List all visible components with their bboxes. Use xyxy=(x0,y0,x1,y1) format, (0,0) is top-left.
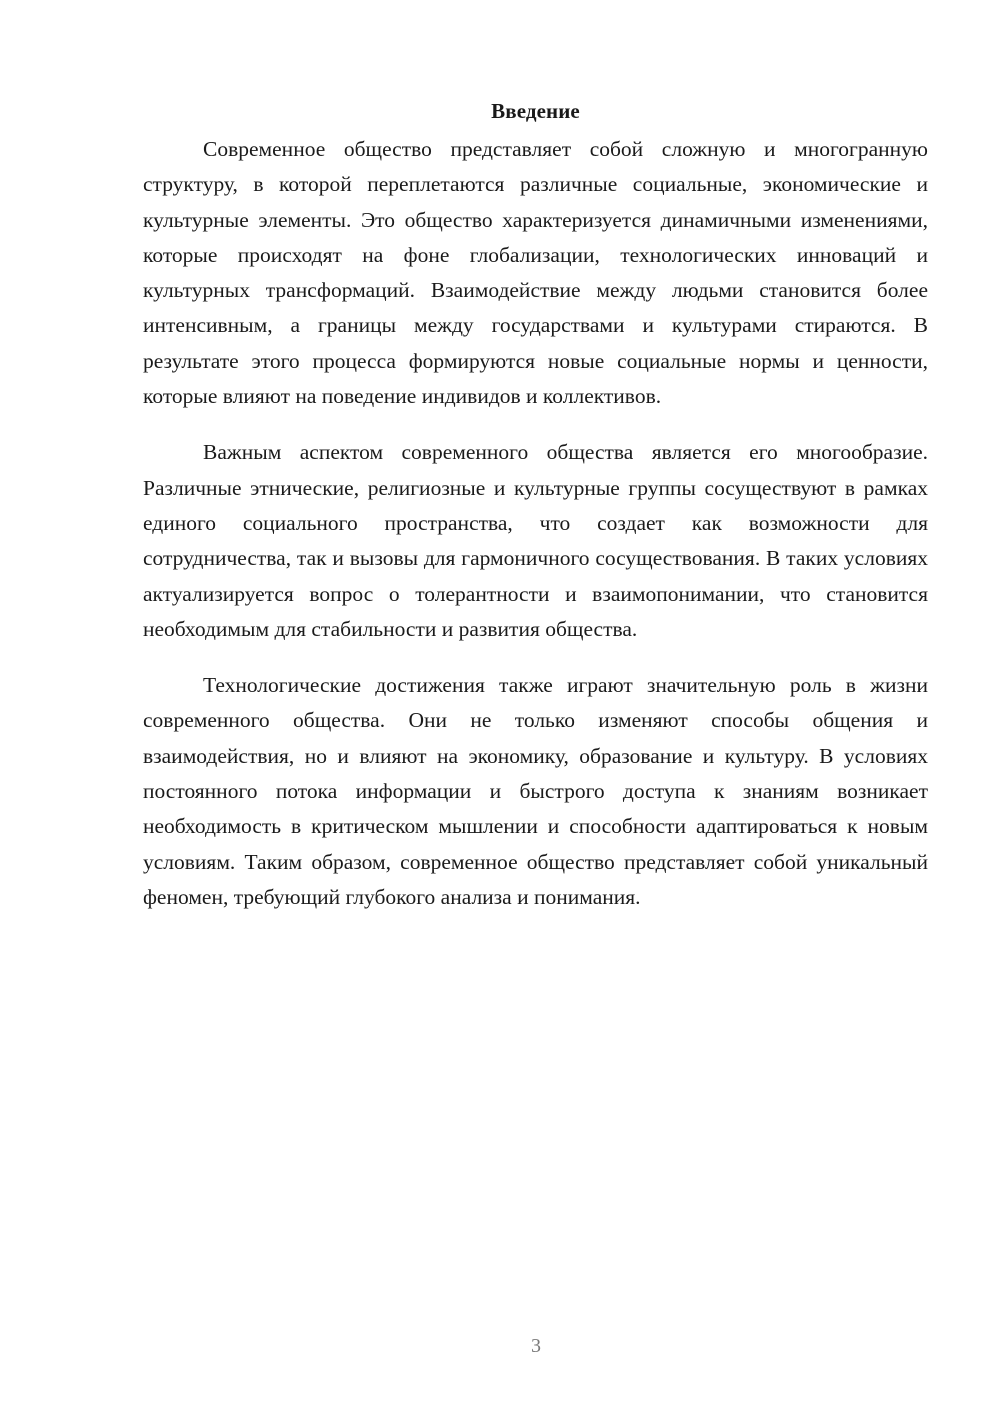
page-number: 3 xyxy=(531,1335,541,1357)
document-page xyxy=(143,96,928,915)
paragraph-1: Современное общество представляет собой сложную и многогранную структуру, в которой переплетаются различные социальные, экономические и культурные элементы. Это общество характеризуется динамичными изменениями, которые происходят на фоне глобализации, технологических инноваций и культурных трансформаций. Взаимодействие между людьми становится более интенсивным, а границы между государствами и культурами стираются. В результате этого процесса формируются новые социальные нормы и ценности, которые влияют на поведение индивидов и коллективов. xyxy=(143,137,928,409)
section-title: Введение xyxy=(491,99,580,123)
paragraph-2: Важным аспектом современного общества является его многообразие. Различные этнические, религиозные и культурные группы сосуществуют в рамках единого социального пространства, что создает как возможности для сотрудничества, так и вызовы для гармоничного сосуществования. В таких условиях актуализируется вопрос о толерантности и взаимопонимании, что становится необходимым для стабильности и развития общества. xyxy=(143,440,928,641)
paragraph-3: Технологические достижения также играют значительную роль в жизни современного общества. Они не только изменяют способы общения и взаимодействия, но и влияют на экономику, образование и культуру. В условиях постоянного потока информации и быстрого доступа к знаниям возникает необходимость в критическом мышлении и способности адаптироваться к новым условиям. Таким образом, современное общество представляет собой уникальный феномен, требующий глубокого анализа и понимания. xyxy=(143,673,928,909)
